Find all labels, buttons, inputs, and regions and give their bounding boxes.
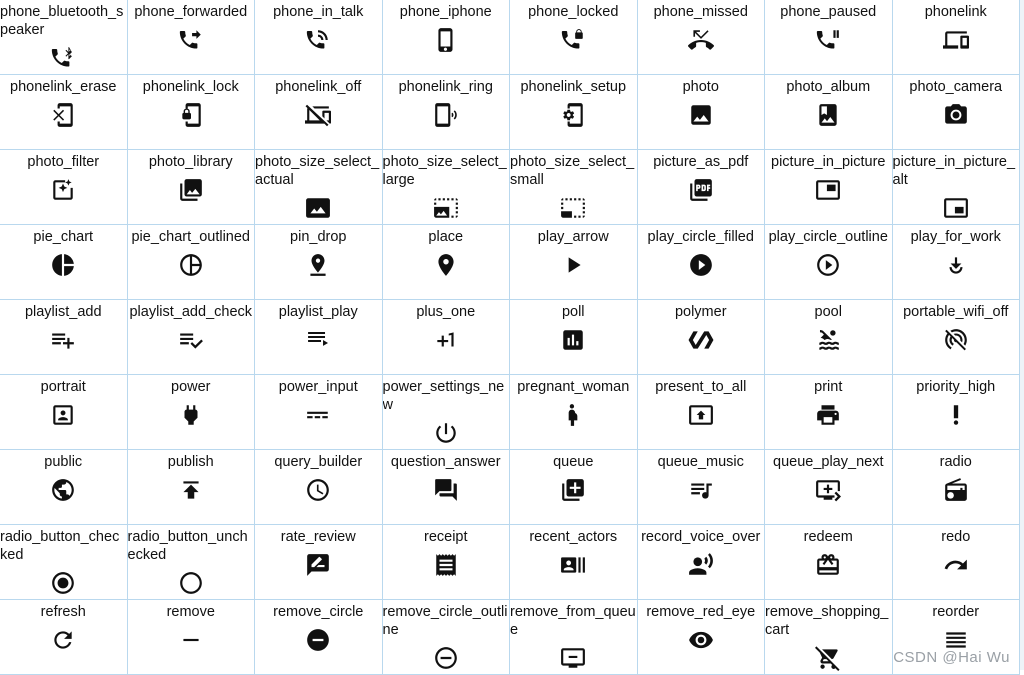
icon-label: photo_album: [786, 79, 871, 95]
icon-cell-remove-circle: [255, 600, 383, 675]
poll-icon: [560, 327, 586, 353]
icon-label: question_answer: [390, 454, 501, 470]
phone-missed-icon: [688, 27, 714, 53]
play-arrow-icon: [560, 252, 586, 278]
icon-label: photo_camera: [909, 79, 1003, 95]
icon-cell-photo-camera: [893, 75, 1021, 150]
icon-cell-queue-music: [638, 450, 766, 525]
play-circle-filled-icon: [688, 252, 714, 278]
icon-label: phone_bluetooth_speaker: [0, 4, 124, 38]
portable-wifi-off-icon: [943, 327, 969, 353]
icon-label: play_circle_filled: [647, 229, 754, 245]
icon-cell-photo: [638, 75, 766, 150]
icon-label: power_settings_new: [382, 379, 505, 413]
phonelink-icon: [943, 27, 969, 53]
phonelink-off-icon: [305, 102, 331, 128]
rate-review-icon: [305, 552, 331, 578]
icon-label: radio_button_unchecked: [127, 529, 248, 563]
icon-cell-poll: [510, 300, 638, 375]
icon-label: redeem: [803, 529, 853, 545]
icon-label: portable_wifi_off: [903, 304, 1009, 320]
queue-icon: [560, 477, 586, 503]
pie-chart-outlined-icon: [178, 252, 204, 278]
icon-label: remove_red_eye: [646, 604, 756, 620]
phone-forwarded-icon: [178, 27, 204, 53]
icon-cell-record-voice-over: [638, 525, 766, 600]
icon-label: place: [428, 229, 464, 245]
icon-cell-phonelink-setup: [510, 75, 638, 150]
icon-label: recent_actors: [529, 529, 618, 545]
icon-cell-photo-album: [765, 75, 893, 150]
icon-cell-play-for-work: [893, 225, 1021, 300]
icon-label: phone_paused: [780, 4, 877, 20]
print-icon: [815, 402, 841, 428]
icon-label: picture_in_picture_alt: [892, 154, 1016, 188]
icon-label: remove_shopping_cart: [765, 604, 889, 638]
icon-label: phonelink_setup: [520, 79, 627, 95]
icon-cell-pie-chart: [0, 225, 128, 300]
pin-drop-icon: [305, 252, 331, 278]
icon-label: phonelink: [924, 4, 987, 20]
remove-shopping-cart-icon: [815, 645, 841, 671]
picture-in-picture-icon: [815, 177, 841, 203]
icon-label: query_builder: [274, 454, 363, 470]
queue-music-icon: [688, 477, 714, 503]
portrait-icon: [50, 402, 76, 428]
phonelink-setup-icon: [560, 102, 586, 128]
radio-button-unchecked-icon: [178, 570, 204, 596]
icon-cell-picture-in-picture: [765, 150, 893, 225]
icon-label: poll: [561, 304, 585, 320]
phone-iphone-icon: [433, 27, 459, 53]
icon-label: radio: [939, 454, 972, 470]
icon-label: photo_filter: [27, 154, 100, 170]
icon-label: picture_as_pdf: [653, 154, 749, 170]
icon-cell-picture-in-picture-alt: [893, 150, 1021, 225]
icon-cell-rate-review: [255, 525, 383, 600]
icon-cell-photo-filter: [0, 150, 128, 225]
photo-icon: [688, 102, 714, 128]
icon-cell-remove-shopping-cart: [765, 600, 893, 675]
icon-cell-photo-size-select-actual: [255, 150, 383, 225]
photo-library-icon: [178, 177, 204, 203]
icon-label: playlist_add: [24, 304, 102, 320]
icon-cell-portable-wifi-off: [893, 300, 1021, 375]
photo-album-icon: [815, 102, 841, 128]
icon-label: remove_circle_outline: [382, 604, 508, 638]
icon-label: play_circle_outline: [768, 229, 888, 245]
icon-label: photo_size_select_actual: [255, 154, 380, 188]
icon-label: remove_from_queue: [510, 604, 636, 638]
icon-cell-public: [0, 450, 128, 525]
icon-label: phonelink_ring: [398, 79, 493, 95]
icon-label: pool: [814, 304, 842, 320]
icon-label: queue: [553, 454, 594, 470]
power-settings-new-icon: [433, 420, 459, 446]
icon-label: playlist_play: [278, 304, 358, 320]
icon-cell-phone-in-talk: [255, 0, 383, 75]
icon-label: photo: [682, 79, 719, 95]
redeem-icon: [815, 552, 841, 578]
icon-label: queue_play_next: [773, 454, 884, 470]
icon-label: photo_size_select_large: [382, 154, 507, 188]
remove-circle-icon: [305, 627, 331, 653]
icon-cell-redo: [893, 525, 1021, 600]
icon-label: play_arrow: [537, 229, 609, 245]
radio-button-checked-icon: [50, 570, 76, 596]
icon-cell-pool: [765, 300, 893, 375]
icon-cell-remove: [128, 600, 256, 675]
icon-cell-question-answer: [383, 450, 511, 525]
icon-cell-portrait: [0, 375, 128, 450]
icon-cell-phonelink-erase: [0, 75, 128, 150]
icon-label: portrait: [40, 379, 86, 395]
icon-cell-play-circle-filled: [638, 225, 766, 300]
photo-size-select-large-icon: [433, 195, 459, 221]
icon-cell-radio: [893, 450, 1021, 525]
icon-label: play_for_work: [910, 229, 1001, 245]
icon-cell-photo-size-select-small: [510, 150, 638, 225]
phonelink-ring-icon: [433, 102, 459, 128]
icon-label: publish: [167, 454, 214, 470]
icon-label: pregnant_woman: [517, 379, 630, 395]
icon-cell-phone-bluetooth-speaker: [0, 0, 128, 75]
record-voice-over-icon: [688, 552, 714, 578]
remove-circle-outline-icon: [433, 645, 459, 671]
icon-cell-phone-paused: [765, 0, 893, 75]
icon-label: remove_circle: [273, 604, 364, 620]
icon-label: redo: [941, 529, 971, 545]
icon-cell-query-builder: [255, 450, 383, 525]
power-icon: [178, 402, 204, 428]
queue-play-next-icon: [815, 477, 841, 503]
icon-cell-pie-chart-outlined: [128, 225, 256, 300]
icon-cell-queue-play-next: [765, 450, 893, 525]
icon-label: phonelink_erase: [10, 79, 117, 95]
icon-label: photo_size_select_small: [510, 154, 635, 188]
icon-cell-phone-locked: [510, 0, 638, 75]
place-icon: [433, 252, 459, 278]
phonelink-lock-icon: [178, 102, 204, 128]
refresh-icon: [50, 627, 76, 653]
picture-in-picture-alt-icon: [943, 195, 969, 221]
phonelink-erase-icon: [50, 102, 76, 128]
icon-label: phone_missed: [653, 4, 748, 20]
icon-label: power: [171, 379, 211, 395]
icon-label: queue_music: [657, 454, 744, 470]
question-answer-icon: [433, 477, 459, 503]
photo-camera-icon: [943, 102, 969, 128]
icon-label: playlist_add_check: [129, 304, 253, 320]
icon-cell-play-arrow: [510, 225, 638, 300]
play-circle-outline-icon: [815, 252, 841, 278]
public-icon: [50, 477, 76, 503]
photo-size-select-actual-icon: [305, 195, 331, 221]
icon-cell-power: [128, 375, 256, 450]
watermark: CSDN @Hai Wu: [893, 649, 1010, 666]
remove-from-queue-icon: [560, 645, 586, 671]
photo-size-select-small-icon: [560, 195, 586, 221]
pregnant-woman-icon: [560, 402, 586, 428]
icon-label: reorder: [932, 604, 980, 620]
icon-label: picture_in_picture: [771, 154, 886, 170]
icon-label: polymer: [674, 304, 727, 320]
icon-cell-pin-drop: [255, 225, 383, 300]
icon-cell-queue: [510, 450, 638, 525]
plus-one-icon: [433, 327, 459, 353]
icon-label: phone_iphone: [399, 4, 492, 20]
icon-label: plus_one: [416, 304, 476, 320]
play-for-work-icon: [943, 252, 969, 278]
icon-cell-picture-as-pdf: [638, 150, 766, 225]
receipt-icon: [433, 552, 459, 578]
playlist-play-icon: [305, 327, 331, 353]
phone-paused-icon: [815, 27, 841, 53]
remove-icon: [178, 627, 204, 653]
icon-label: pie_chart_outlined: [131, 229, 250, 245]
icon-cell-present-to-all: [638, 375, 766, 450]
icon-cell-remove-red-eye: [638, 600, 766, 675]
icon-label: remove: [166, 604, 215, 620]
playlist-add-check-icon: [178, 327, 204, 353]
icon-cell-remove-circle-outline: [383, 600, 511, 675]
phone-locked-icon: [560, 27, 586, 53]
priority-high-icon: [943, 402, 969, 428]
icon-cell-photo-size-select-large: [383, 150, 511, 225]
icon-cell-redeem: [765, 525, 893, 600]
icon-cell-radio-button-checked: [0, 525, 128, 600]
icon-label: refresh: [40, 604, 86, 620]
icon-cell-phone-missed: [638, 0, 766, 75]
icon-cell-playlist-add-check: [128, 300, 256, 375]
icon-cell-print: [765, 375, 893, 450]
icon-cell-phonelink: [893, 0, 1021, 75]
scrollbar-track[interactable]: [1020, 0, 1024, 670]
icon-label: public: [44, 454, 83, 470]
icon-label: phone_forwarded: [134, 4, 248, 20]
icon-label: pie_chart: [33, 229, 94, 245]
icon-cell-play-circle-outline: [765, 225, 893, 300]
icon-cell-phonelink-off: [255, 75, 383, 150]
icon-label: phone_locked: [528, 4, 619, 20]
power-input-icon: [305, 402, 331, 428]
icon-cell-pregnant-woman: [510, 375, 638, 450]
playlist-add-icon: [50, 327, 76, 353]
query-builder-icon: [305, 477, 331, 503]
icon-cell-phone-forwarded: [128, 0, 256, 75]
icon-cell-power-input: [255, 375, 383, 450]
icon-cell-photo-library: [128, 150, 256, 225]
icon-cell-recent-actors: [510, 525, 638, 600]
photo-filter-icon: [50, 177, 76, 203]
icon-cell-polymer: [638, 300, 766, 375]
icon-label: print: [814, 379, 843, 395]
icon-cell-refresh: [0, 600, 128, 675]
icon-label: priority_high: [916, 379, 996, 395]
icon-label: radio_button_checked: [0, 529, 120, 563]
icon-cell-place: [383, 225, 511, 300]
phone-bluetooth-speaker-icon: [50, 45, 76, 71]
icon-cell-phone-iphone: [383, 0, 511, 75]
icon-label: phonelink_lock: [142, 79, 239, 95]
icon-cell-phonelink-ring: [383, 75, 511, 150]
picture-as-pdf-icon: [688, 177, 714, 203]
icon-label: present_to_all: [655, 379, 747, 395]
remove-red-eye-icon: [688, 627, 714, 653]
pie-chart-icon: [50, 252, 76, 278]
radio-icon: [943, 477, 969, 503]
icon-label: pin_drop: [290, 229, 347, 245]
icon-cell-plus-one: [383, 300, 511, 375]
icon-label: receipt: [423, 529, 468, 545]
publish-icon: [178, 477, 204, 503]
icon-label: phone_in_talk: [273, 4, 364, 20]
icon-cell-playlist-add: [0, 300, 128, 375]
icon-cell-priority-high: [893, 375, 1021, 450]
icon-label: phonelink_off: [275, 79, 362, 95]
icon-label: record_voice_over: [641, 529, 761, 545]
phone-in-talk-icon: [305, 27, 331, 53]
redo-icon: [943, 552, 969, 578]
icon-cell-radio-button-unchecked: [128, 525, 256, 600]
icon-cell-receipt: [383, 525, 511, 600]
pool-icon: [815, 327, 841, 353]
icon-cell-remove-from-queue: [510, 600, 638, 675]
icon-cell-phonelink-lock: [128, 75, 256, 150]
polymer-icon: [688, 327, 714, 353]
present-to-all-icon: [688, 402, 714, 428]
icon-label: photo_library: [148, 154, 233, 170]
icon-cell-playlist-play: [255, 300, 383, 375]
icon-cell-power-settings-new: [383, 375, 511, 450]
recent-actors-icon: [560, 552, 586, 578]
icon-label: rate_review: [280, 529, 356, 545]
icon-cell-publish: [128, 450, 256, 525]
icon-label: power_input: [278, 379, 358, 395]
